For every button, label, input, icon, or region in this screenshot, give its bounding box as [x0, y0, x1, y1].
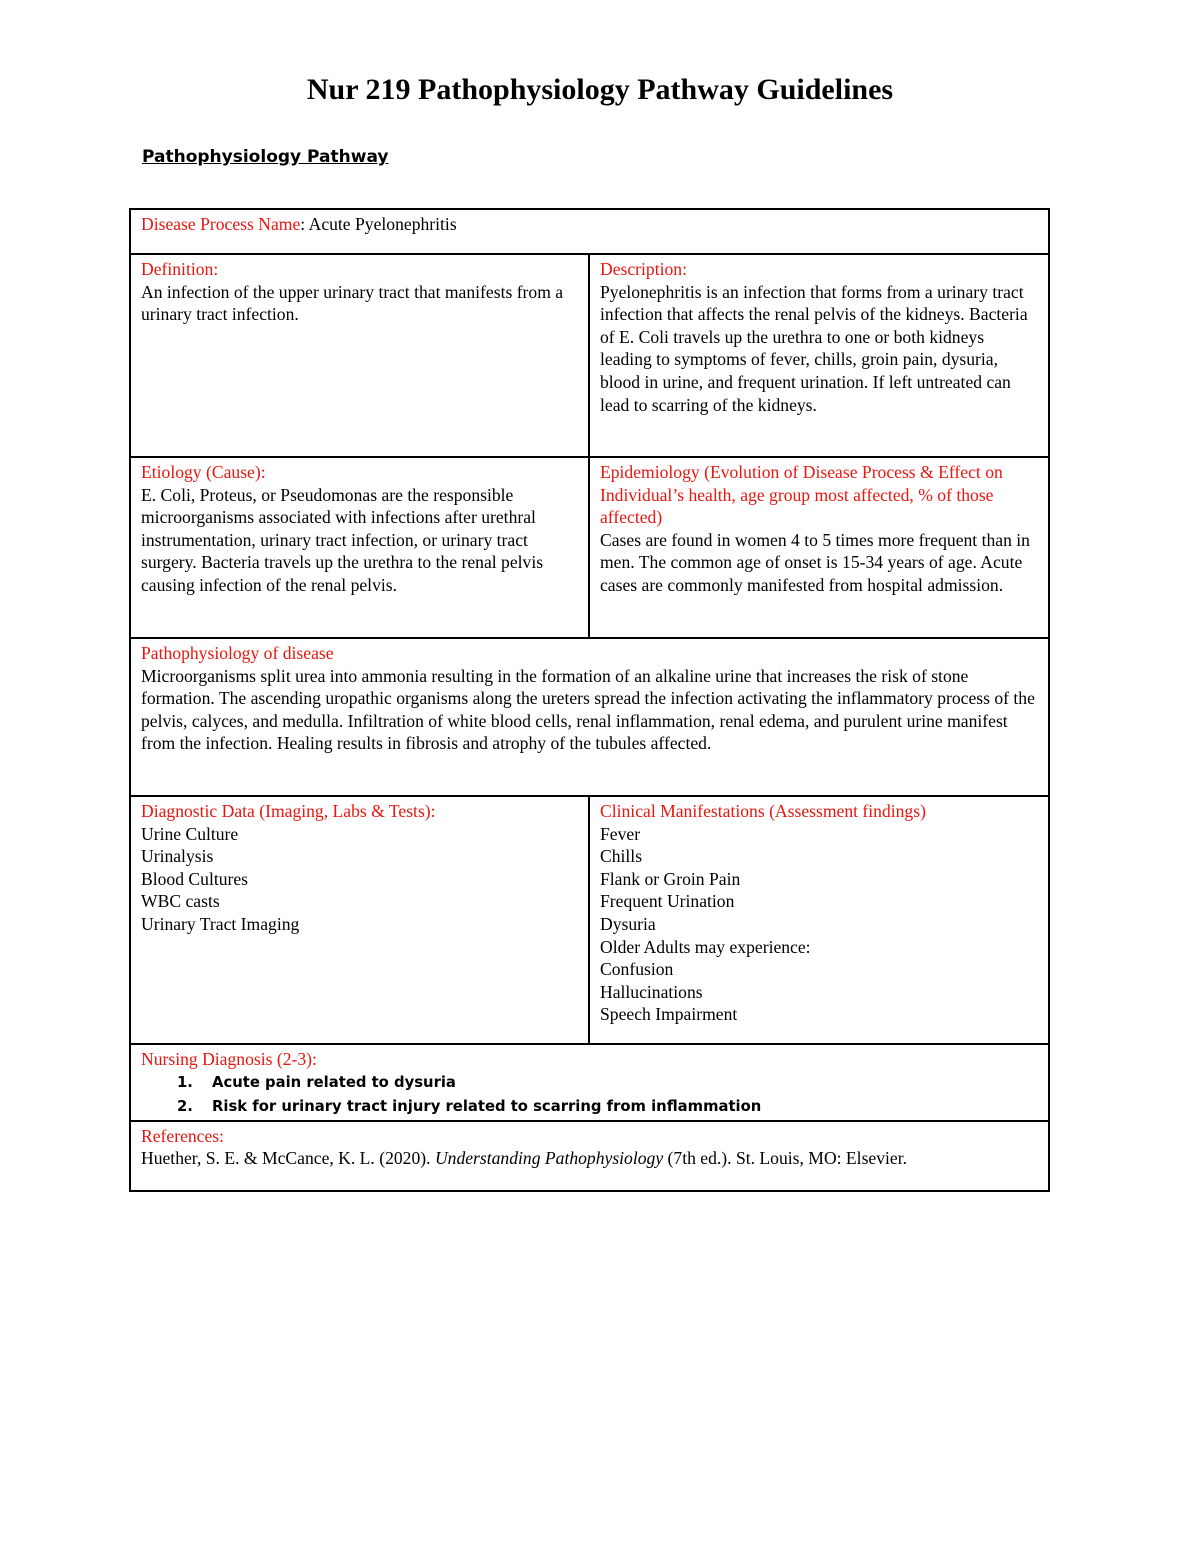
nursing-diagnosis-item	[141, 1095, 1039, 1120]
references-cell	[130, 1121, 1049, 1191]
etiology-text: E. Coli, Proteus, or Pseudomonas are the responsible microorganisms associated with infections after urethral instrumentation, urinary tract infection, or urinary tract surgery. Bacteria travels up the urethra to the renal pelvis causing infection of the renal pelvis.	[141, 484, 544, 595]
definition-label: Definition:	[141, 259, 219, 279]
etiology-label: Etiology (Cause):	[141, 462, 266, 482]
epidemiology-text: Cases are found in women 4 to 5 times more frequent than in men. The common age of onset is 15-34 years of age. Acute cases are commonly manifested from hospital admission.	[600, 529, 1030, 595]
diagnostic-item: Blood Cultures	[141, 868, 249, 889]
epidemiology-cell	[589, 457, 1049, 638]
nursing-diagnosis-item	[141, 1071, 1039, 1096]
nursing-diagnosis-list	[141, 1071, 1039, 1120]
section-heading: Pathophysiology Pathway	[142, 147, 389, 167]
manifestation-item: Speech Impairment	[600, 1004, 738, 1025]
manifestation-item: Chills	[600, 846, 643, 867]
references-label: References:	[141, 1125, 225, 1146]
manifestation-item: Confusion	[600, 959, 674, 980]
manifestation-item: Hallucinations	[600, 981, 703, 1002]
clinical-manifestations-label: Clinical Manifestations (Assessment findings)	[600, 801, 926, 821]
diagnostic-data-label: Diagnostic Data (Imaging, Labs & Tests):	[141, 801, 436, 821]
diagnostic-item: Urinalysis	[141, 846, 214, 867]
disease-process-cell: Disease Process Name: Acute Pyelonephritis	[130, 209, 1049, 254]
nursing-diagnosis-text: Risk for urinary tract injury related to scarring from inflammation	[212, 1098, 762, 1116]
description-label: Description:	[600, 259, 687, 279]
document-title: Nur 219 Pathophysiology Pathway Guidelines	[306, 73, 894, 106]
manifestation-item: Flank or Groin Pain	[600, 868, 741, 889]
diagnostic-item: WBC casts	[141, 891, 220, 912]
diagnostic-item: Urine Culture	[141, 823, 239, 844]
reference-book-title: Understanding Pathophysiology	[434, 1148, 664, 1169]
manifestation-item: Dysuria	[600, 913, 656, 934]
pathophysiology-text: Microorganisms split urea into ammonia resulting in the formation of an alkaline urine that increases the risk of stone formation. The ascending uropathic organisms along the ureters spread the infection activating the inflammatory process of the pelvis, calyces, and medulla. Infiltration of white blood cells, renal inflammation, renal edema, and purulent urine manifest from the infection. Healing results in fibrosis and atrophy of the tubules affected.	[141, 665, 1035, 754]
pathophysiology-cell	[130, 638, 1049, 796]
description-cell	[589, 254, 1049, 457]
epidemiology-label: Epidemiology (Evolution of Disease Process & Effect on Individual’s health, age group most affected, % of those affected)	[600, 462, 1003, 528]
clinical-manifestations-cell	[589, 796, 1049, 1044]
disease-process-value: Acute Pyelonephritis	[308, 214, 457, 234]
manifestation-item: Older Adults may experience:	[600, 936, 811, 957]
reference-authors: Huether, S. E. & McCance, K. L. (2020).	[141, 1148, 435, 1169]
reference-details: (7th ed.). St. Louis, MO: Elsevier.	[663, 1148, 908, 1169]
pathophysiology-label: Pathophysiology of disease	[141, 643, 334, 663]
nursing-diagnosis-cell	[130, 1044, 1049, 1121]
description-text: Pyelonephritis is an infection that forms from a urinary tract infection that affects the renal pelvis of the kidneys. Bacteria of E. Coli travels up the urethra to one or both kidneys leading to symptoms of fever, chills, groin pain, dysuria, blood in urine, and frequent urination. If left untreated can lead to scarring of the kidneys.	[600, 281, 1028, 415]
list-number: 1.	[177, 1073, 193, 1091]
nursing-diagnosis-text: Acute pain related to dysuria	[212, 1073, 456, 1091]
etiology-cell	[130, 457, 589, 638]
pathway-table	[129, 208, 1050, 1192]
definition-text: An infection of the upper urinary tract that manifests from a urinary tract infection.	[141, 281, 564, 325]
definition-cell	[130, 254, 589, 457]
manifestation-item: Frequent Urination	[600, 891, 735, 912]
nursing-diagnosis-label: Nursing Diagnosis (2-3):	[141, 1049, 317, 1069]
diagnostic-item: Urinary Tract Imaging	[141, 913, 300, 934]
disease-process-label: Disease Process Name	[141, 214, 301, 234]
diagnostic-data-cell	[130, 796, 589, 1044]
list-number: 2.	[177, 1098, 193, 1116]
manifestation-item: Fever	[600, 823, 641, 844]
